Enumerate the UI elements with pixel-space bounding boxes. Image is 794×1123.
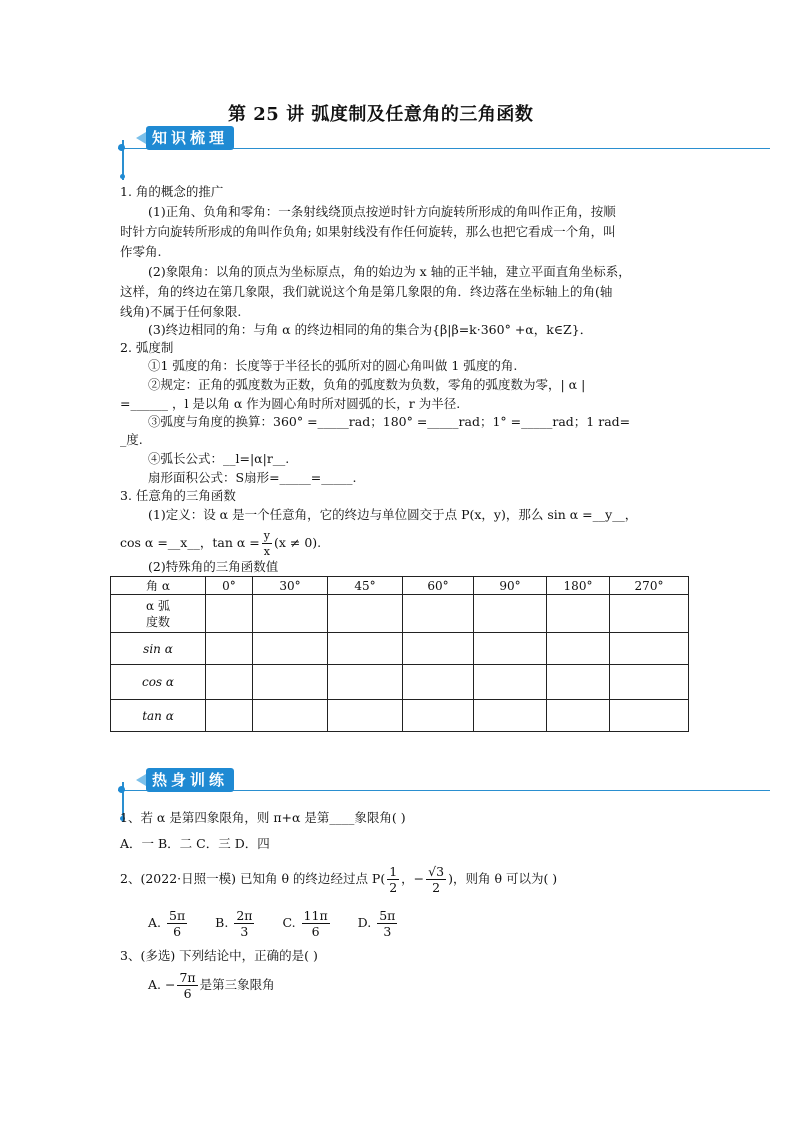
question-1-options: A．一 B．二 C．三 D．四 (120, 836, 270, 851)
option-label: D. (357, 915, 372, 930)
paragraph-text: =______ ，l 是以角 α 作为圆心角时所对圆弧的长，r 为半径. (120, 396, 461, 411)
section-banner-knowledge (118, 122, 770, 162)
fraction-denominator: 6 (173, 924, 182, 939)
fraction-denominator: 3 (240, 924, 249, 939)
option-label: C. (282, 915, 296, 930)
table-header-cell: 60° (403, 577, 474, 595)
fraction-numerator: y (263, 529, 270, 542)
heading-angle-concept: 1. 角的概念的推广 (120, 184, 224, 199)
paragraph-text: (1)定义：设 α 是一个任意角，它的终边与单位圆交于点 P(x，y)，那么 sin α =__y__， (148, 507, 638, 522)
table-row (111, 665, 689, 700)
fraction-numerator: 2π (236, 908, 253, 923)
question-text: 2、(2022·日照一模) 已知角 θ 的终边经过点 P (120, 871, 381, 886)
section-title-warmup: 热身训练 (146, 768, 234, 792)
fraction-denominator: 2 (389, 880, 398, 895)
table-header-cell: 180° (547, 577, 610, 595)
fraction-numerator: 11π (303, 908, 328, 923)
table-row (111, 595, 689, 633)
fraction-numerator: 7π (179, 970, 196, 985)
fraction-denominator: x (263, 545, 270, 558)
table-header-cell: 270° (610, 577, 689, 595)
fraction-numerator: √3 (428, 864, 445, 879)
paragraph-text: (2)特殊角的三角函数值 (148, 559, 279, 574)
fraction-denominator: 6 (311, 924, 320, 939)
paragraph-text: 时针方向旋转所形成的角叫作负角; 如果射线没有作任何旋转，那么也把它看成一个角，叫 (120, 224, 616, 239)
table-header-cell: 45° (328, 577, 403, 595)
section-banner-warmup (118, 764, 770, 804)
option-text: 是第三象限角 (199, 977, 275, 992)
question-2: 2、(2022·日照一模) 已知角 θ 的终边经过点 P( $\frac{1}{2}$ ，− $\frac{√3}{2}$ )，则角 θ 可以为( ) (120, 864, 558, 895)
question-text: ，则角 θ 可以为( ) (452, 871, 558, 886)
paragraph-text: (3)终边相同的角：与角 α 的终边相同的角的集合为{β|β=k·360° +α，k∈Z}． (148, 322, 593, 337)
option-label: A. (148, 915, 162, 930)
option-label: A. (148, 977, 162, 992)
paragraph-text: ①1 弧度的角：长度等于半径长的弧所对的圆心角叫做 1 弧度的角. (148, 358, 518, 373)
table-header-cell: 90° (474, 577, 547, 595)
paragraph-text: (2)象限角：以角的顶点为坐标原点，角的始边为 x 轴的正半轴，建立平面直角坐标系， (148, 264, 631, 279)
row-label-cos: cos α (111, 665, 206, 700)
question-1: 1、若 α 是第四象限角，则 π+α 是第____象限角( ) (120, 810, 406, 825)
definition-line (120, 528, 321, 559)
option-label: B. (215, 915, 229, 930)
heading-trig-functions: 3. 任意角的三角函数 (120, 488, 236, 503)
fraction-denominator: 6 (183, 986, 192, 1001)
definition-text: cos α =__x__，tan α = (120, 535, 260, 550)
trig-values-table (110, 576, 689, 732)
banner-dot-icon (118, 786, 125, 793)
paragraph-text: ②规定：正角的弧度数为正数，负角的弧度数为负数，零角的弧度数为零，| α | (148, 377, 586, 392)
paragraph-text: 这样，角的终边在第几象限，我们就说这个角是第几象限的角．终边落在坐标轴上的角(轴 (120, 284, 613, 299)
paragraph-text: 作零角. (120, 244, 162, 259)
paragraph-text: _度. (120, 432, 143, 447)
paragraph-text: ④弧长公式：__l=|α|r__. (148, 451, 290, 466)
question-3: 3、(多选) 下列结论中，正确的是( ) (120, 948, 318, 963)
banner-dot-icon (118, 144, 125, 151)
page-title: 第 25 讲 弧度制及任意角的三角函数 (228, 104, 534, 125)
table-row (111, 633, 689, 665)
fraction-numerator: 5π (169, 908, 186, 923)
fraction-denominator: 2 (432, 880, 441, 895)
table-header-cell: 角 α (111, 577, 206, 595)
row-label-tan: tan α (111, 700, 206, 732)
row-label-sin: sin α (111, 633, 206, 665)
paragraph-text: 扇形面积公式：S扇形=_____=_____. (148, 470, 357, 485)
fraction-numerator: 1 (389, 864, 398, 879)
row-label-radian: α 弧 度数 (111, 595, 206, 633)
fraction-numerator: 5π (379, 908, 396, 923)
fraction-denominator: 3 (383, 924, 392, 939)
paragraph-text: (1)正角、负角和零角：一条射线绕顶点按逆时针方向旋转所形成的角叫作正角，按顺 (148, 204, 616, 219)
table-row (111, 700, 689, 732)
heading-radian: 2. 弧度制 (120, 340, 174, 355)
section-title-knowledge: 知识梳理 (146, 126, 234, 150)
paragraph-text: 线角)不属于任何象限. (120, 304, 242, 319)
table-header-row (111, 577, 689, 595)
paragraph-text: ③弧度与角度的换算：360° =_____rad；180° =_____rad；1° =_____rad；1 rad= (148, 414, 631, 429)
table-header-cell: 0° (206, 577, 253, 595)
definition-text: (x ≠ 0). (273, 535, 322, 550)
banner-dot-icon (120, 174, 125, 179)
question-2-options (148, 908, 399, 939)
question-3-option-a: A. − $\frac{7\pi}{6}$ 是第三象限角 (148, 970, 275, 1001)
table-header-cell: 30° (253, 577, 328, 595)
